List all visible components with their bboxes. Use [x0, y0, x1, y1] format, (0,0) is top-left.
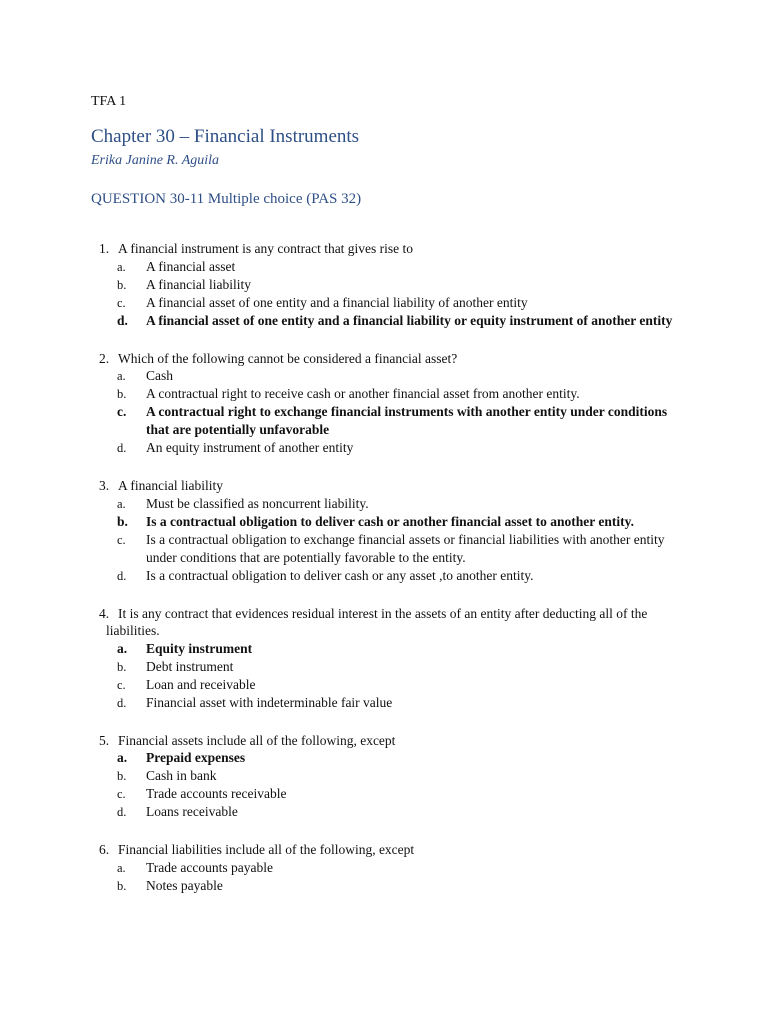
question-number: 5.	[99, 732, 110, 748]
option-letter: d.	[117, 441, 127, 455]
question-text: It is any contract that evidences residual interest in the assets of an entity after deducting all of the liabilities.	[106, 605, 648, 638]
option-letter: a.	[117, 860, 126, 875]
answer-option	[0, 803, 674, 821]
option-letter: d.	[117, 805, 127, 819]
question-item	[0, 605, 768, 712]
option-text: A financial asset of one entity and a financial liability of another entity	[146, 294, 528, 310]
question-list	[0, 240, 768, 915]
option-letter: c.	[117, 295, 126, 310]
option-text: A financial liability	[146, 276, 251, 292]
option-text: Trade accounts receivable	[146, 786, 287, 801]
answer-option	[0, 694, 674, 712]
option-text: Must be classified as noncurrent liability.	[146, 495, 369, 511]
option-letter: a.	[117, 640, 128, 656]
option-letter: c.	[117, 677, 126, 692]
option-text: A financial asset of one entity and a financial liability or equity instrument of another entity	[146, 312, 673, 328]
option-text: Financial asset with indeterminable fair value	[146, 694, 393, 710]
answer-option	[0, 531, 674, 567]
option-text: Notes payable	[146, 877, 223, 893]
option-text: Cash in bank	[146, 768, 217, 783]
option-text: A contractual right to receive cash or another financial asset from another entity.	[146, 386, 580, 401]
option-letter: d.	[117, 568, 127, 583]
chapter-title: Chapter 30 – Financial Instruments	[91, 126, 360, 147]
option-letter: a.	[117, 496, 126, 511]
question-text: Financial assets include all of the following, except	[118, 732, 396, 748]
option-letter: a.	[117, 750, 128, 765]
option-text: Equity instrument	[146, 640, 253, 656]
question-stem	[0, 477, 666, 495]
question-item	[0, 350, 768, 458]
answer-option	[0, 767, 674, 785]
option-letter: b.	[117, 513, 128, 529]
option-letter: a.	[117, 259, 126, 274]
answer-option	[0, 294, 674, 312]
option-text: Is a contractual obligation to deliver cash or another financial asset to another entity.	[146, 513, 634, 529]
option-letter: b.	[117, 878, 127, 893]
question-text: A financial liability	[118, 478, 223, 493]
option-letter: c.	[117, 787, 126, 801]
answer-option	[0, 676, 674, 694]
question-stem	[0, 605, 666, 640]
option-letter: b.	[117, 277, 127, 292]
question-stem	[0, 350, 666, 368]
answer-option-correct	[0, 749, 674, 767]
document-header: TFA 1	[91, 94, 127, 109]
option-letter: c.	[117, 532, 126, 547]
answer-option-correct	[0, 403, 674, 439]
question-number: 1.	[99, 241, 110, 256]
option-text: Debt instrument	[146, 658, 234, 674]
option-text: An equity instrument of another entity	[146, 440, 354, 455]
option-text: Is a contractual obligation to exchange financial assets or financial liabilities with another entity under conditions that are potentially favorable to the entity.	[146, 531, 665, 565]
answer-option	[0, 567, 674, 585]
option-letter: b.	[117, 769, 127, 783]
answer-option	[0, 439, 674, 457]
question-text: Financial liabilities include all of the following, except	[118, 842, 415, 857]
answer-option	[0, 276, 674, 294]
option-letter: d.	[117, 695, 127, 710]
answer-option-correct	[0, 640, 674, 658]
question-stem	[0, 841, 666, 859]
option-letter: b.	[117, 387, 127, 401]
question-text: Which of the following cannot be considered a financial asset?	[118, 350, 458, 366]
option-text: Loan and receivable	[146, 676, 256, 692]
question-number: 6.	[99, 842, 110, 857]
answer-option	[0, 658, 674, 676]
question-number: 4.	[99, 605, 110, 621]
question-item	[0, 477, 768, 585]
option-text: Trade accounts payable	[146, 859, 273, 875]
answer-option	[0, 367, 674, 385]
answer-option	[0, 785, 674, 803]
answer-option-correct	[0, 312, 674, 330]
section-heading: QUESTION 30-11 Multiple choice (PAS 32)	[91, 191, 362, 207]
question-number: 2.	[99, 350, 110, 366]
option-text: Loans receivable	[146, 804, 238, 819]
question-item	[0, 240, 768, 330]
option-text: Is a contractual obligation to deliver cash or any asset ,to another entity.	[146, 567, 534, 583]
answer-option	[0, 385, 674, 403]
option-letter: b.	[117, 659, 127, 674]
question-item	[0, 732, 768, 822]
question-stem	[0, 732, 666, 750]
author-name: Erika Janine R. Aguila	[91, 153, 220, 168]
option-text: A contractual right to exchange financial instruments with another entity under conditions that are potentially unfavorable	[146, 404, 668, 437]
option-text: Cash	[146, 368, 173, 383]
question-text: A financial instrument is any contract that gives rise to	[118, 241, 414, 256]
question-stem	[0, 240, 666, 258]
option-letter: c.	[117, 404, 127, 419]
option-letter: d.	[117, 312, 128, 328]
question-item	[0, 841, 768, 895]
question-number: 3.	[99, 478, 110, 493]
answer-option	[0, 495, 674, 513]
answer-option	[0, 859, 674, 877]
option-letter: a.	[117, 369, 126, 383]
answer-option	[0, 877, 674, 895]
answer-option	[0, 258, 674, 276]
answer-option-correct	[0, 513, 674, 531]
option-text: A financial asset	[146, 258, 236, 274]
option-text: Prepaid expenses	[146, 750, 246, 765]
